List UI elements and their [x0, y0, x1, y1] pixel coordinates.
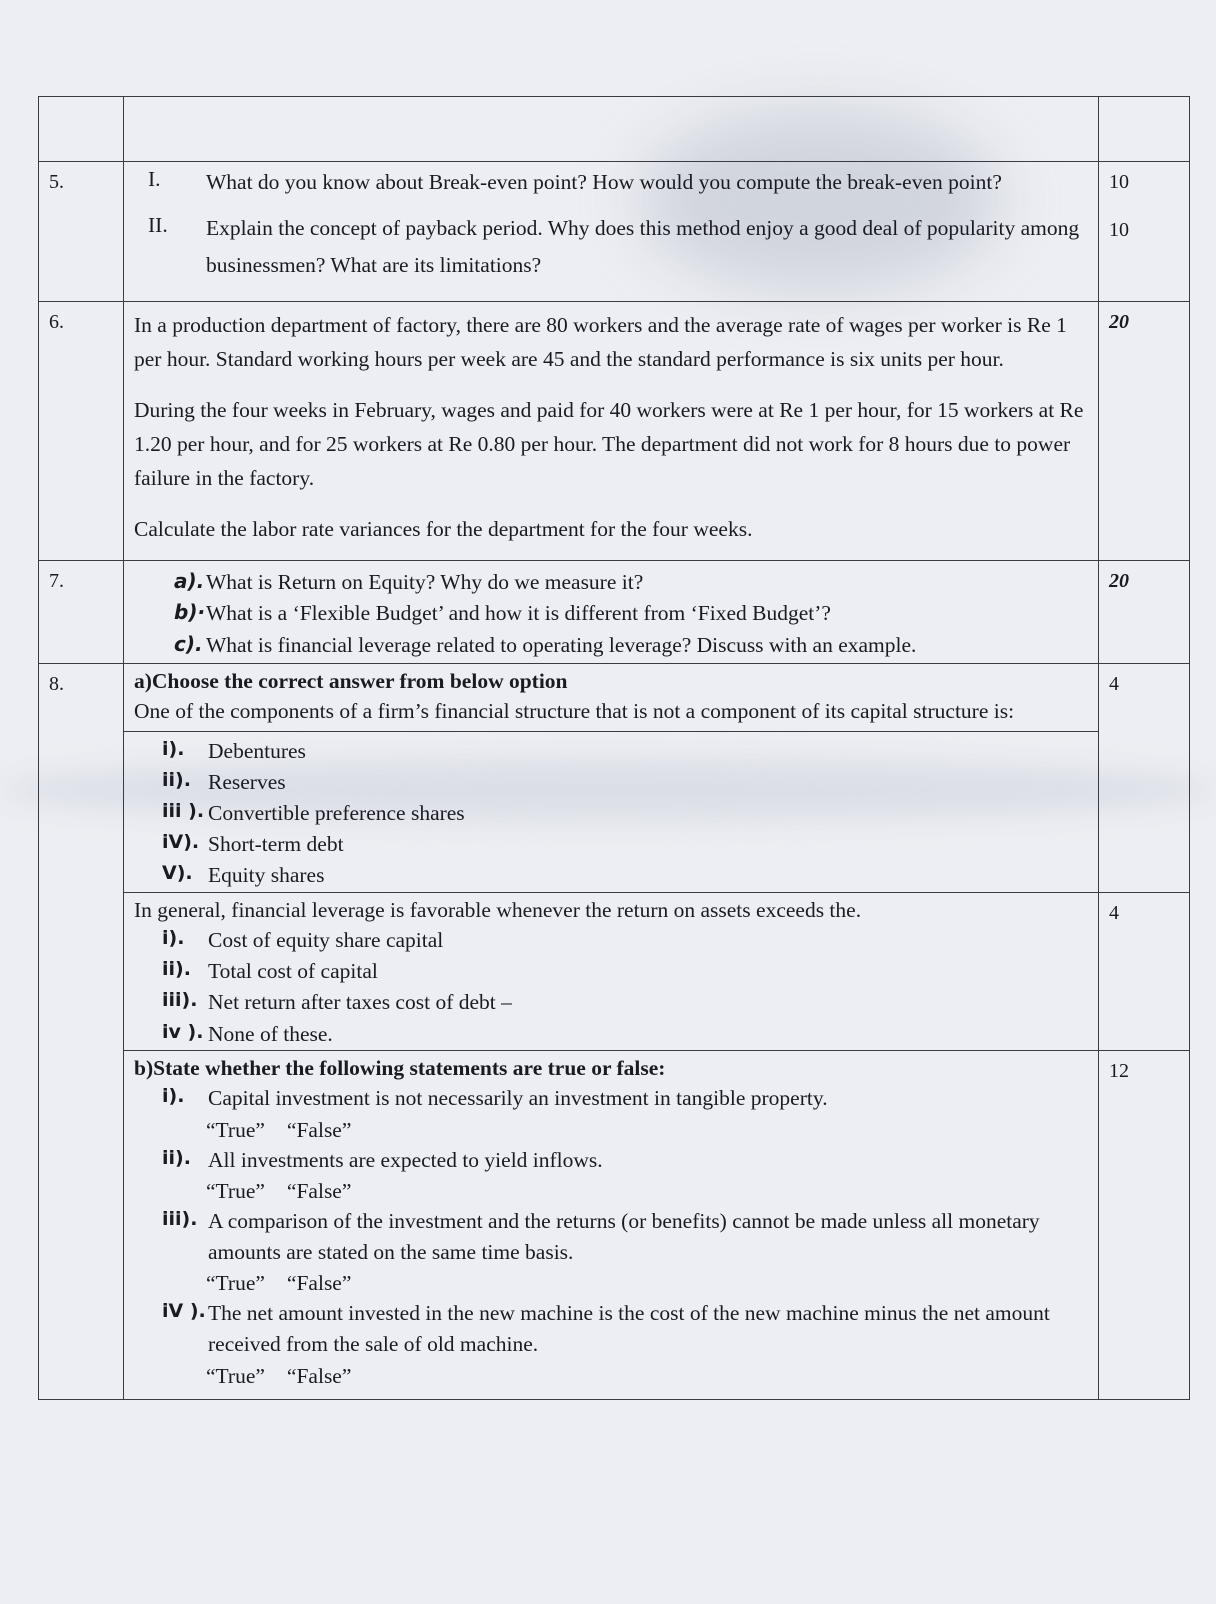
option-numeral: iv ).: [162, 1020, 204, 1043]
sub-question: [148, 210, 1088, 285]
question-paragraph: During the four weeks in February, wages and paid for 40 workers were at Re 1 per hour, for 15 workers at Re 1.20 per hour, and for 25 workers at Re 0.80 per hour. The department did not work for 8 hours due to power failure in the factory.: [134, 397, 1084, 491]
sub-question-text: What is Return on Equity? Why do we measure it?: [206, 570, 644, 595]
option-text: Net return after taxes cost of debt –: [208, 990, 512, 1015]
true-option: “True”: [206, 1117, 265, 1142]
sub-question-text: Explain the concept of payback period. Why does this method enjoy a good deal of popularity among businessmen? What are its limitations?: [206, 215, 1080, 278]
tf-statement: [162, 1298, 1088, 1360]
mcq-option: [162, 860, 1088, 891]
question-body: [124, 663, 1099, 892]
option-numeral: V).: [162, 862, 193, 885]
mcq-option: [162, 767, 1088, 798]
option-text: Equity shares: [208, 863, 325, 888]
mcq-option: [162, 798, 1088, 829]
true-option: “True”: [206, 1178, 265, 1203]
tf-statement: [162, 1206, 1088, 1268]
sub-question: [174, 567, 1088, 598]
marks-cell: [1099, 162, 1190, 302]
mcq-option: [162, 956, 1088, 987]
statement-text: Capital investment is not necessarily an investment in tangible property.: [208, 1086, 828, 1111]
sub-letter: a).: [174, 569, 205, 594]
sub-letter: b)·: [174, 600, 206, 625]
question-number: 7.: [39, 561, 124, 664]
question-row-8-mcq2: [39, 892, 1190, 1050]
question-paragraph: Calculate the labor rate variances for the department for the four weeks.: [134, 516, 753, 541]
sub-question: [174, 630, 1088, 661]
option-numeral: ii).: [162, 768, 191, 791]
false-option: “False”: [286, 1363, 352, 1388]
tf-statement: [162, 1145, 1088, 1176]
true-false-choices: [206, 1115, 1088, 1145]
true-option: “True”: [206, 1271, 265, 1296]
marks-value: 4: [1099, 892, 1190, 1050]
option-text: None of these.: [208, 1021, 333, 1046]
true-false-choices: [206, 1361, 1088, 1391]
option-numeral: iii).: [162, 989, 198, 1012]
marks-value: 20: [1099, 561, 1190, 664]
part-heading: a)Choose the correct answer from below option: [134, 668, 568, 693]
tf-statement: [162, 1083, 1088, 1114]
option-numeral: i).: [162, 737, 185, 760]
true-option: “True”: [206, 1363, 265, 1388]
statement-numeral: ii).: [162, 1146, 191, 1169]
question-row-5: [39, 162, 1190, 302]
marks-value: 10: [1109, 219, 1129, 241]
question-body: [124, 892, 1099, 1050]
sub-question-text: What do you know about Break-even point? How would you compute the break-even point?: [206, 170, 1002, 194]
question-row-8-part-b: [39, 1050, 1190, 1399]
marks-value: 12: [1099, 1050, 1190, 1399]
option-text: Total cost of capital: [208, 959, 378, 984]
sub-letter: c).: [174, 631, 203, 656]
sub-question-text: What is a ‘Flexible Budget’ and how it is different from ‘Fixed Budget’?: [206, 601, 831, 626]
question-table: [38, 96, 1190, 1400]
roman-numeral: I.: [148, 167, 161, 191]
question-body: [124, 1050, 1099, 1399]
mcq-option: [162, 987, 1088, 1018]
option-text: Debentures: [208, 738, 306, 763]
question-paragraph: In a production department of factory, there are 80 workers and the average rate of wages per worker is Re 1 per hour. Standard working hours per week are 45 and the standard performance is six units per hour.: [134, 312, 1067, 372]
mcq-option: [162, 736, 1088, 767]
option-numeral: ii).: [162, 958, 191, 981]
mcq-options: [124, 731, 1098, 892]
roman-numeral: II.: [148, 212, 168, 237]
statement-text: All investments are expected to yield inflows.: [208, 1147, 603, 1172]
part-heading: b)State whether the following statements are true or false:: [134, 1055, 666, 1080]
option-numeral: iV).: [162, 831, 200, 854]
statement-numeral: iV ).: [162, 1300, 206, 1323]
statement-numeral: iii).: [162, 1207, 198, 1230]
true-false-choices: [206, 1268, 1088, 1298]
mcq-question: In general, financial leverage is favorable whenever the return on assets exceeds the.: [134, 897, 862, 922]
question-number: 5.: [39, 162, 124, 302]
header-row: [39, 97, 1190, 162]
statement-text: A comparison of the investment and the returns (or benefits) cannot be made unless all monetary amounts are stated on the same time basis.: [208, 1208, 1040, 1265]
marks-value: 20: [1099, 301, 1190, 560]
false-option: “False”: [286, 1271, 352, 1296]
option-text: Reserves: [208, 769, 286, 794]
question-row-7: [39, 561, 1190, 664]
question-body: [124, 301, 1099, 560]
mcq-option: [162, 829, 1088, 860]
question-row-6: [39, 301, 1190, 560]
marks-value: 4: [1099, 663, 1190, 892]
question-body: [124, 162, 1099, 302]
question-row-8: [39, 663, 1190, 892]
question-number: 6.: [39, 301, 124, 560]
option-text: Short-term debt: [208, 832, 344, 857]
sub-question: [174, 598, 1088, 629]
false-option: “False”: [286, 1178, 352, 1203]
sub-question: [148, 164, 1088, 202]
mcq-question: One of the components of a firm’s financial structure that is not a component of its capital structure is:: [134, 699, 1015, 724]
marks-value: 10: [1109, 171, 1129, 193]
sub-question-text: What is financial leverage related to operating leverage? Discuss with an example.: [206, 632, 917, 657]
mcq-option: [162, 1019, 1088, 1050]
option-numeral: iii ).: [162, 800, 205, 823]
statement-text: The net amount invested in the new machine is the cost of the new machine minus the net amount received from the sale of old machine.: [208, 1301, 1050, 1357]
false-option: “False”: [286, 1117, 352, 1142]
mcq-option: [162, 925, 1088, 956]
statement-numeral: i).: [162, 1085, 185, 1108]
option-text: Cost of equity share capital: [208, 928, 444, 953]
option-numeral: i).: [162, 927, 185, 950]
question-body: [124, 561, 1099, 664]
true-false-choices: [206, 1176, 1088, 1206]
question-number: 8.: [39, 663, 124, 1399]
option-text: Convertible preference shares: [208, 801, 465, 826]
